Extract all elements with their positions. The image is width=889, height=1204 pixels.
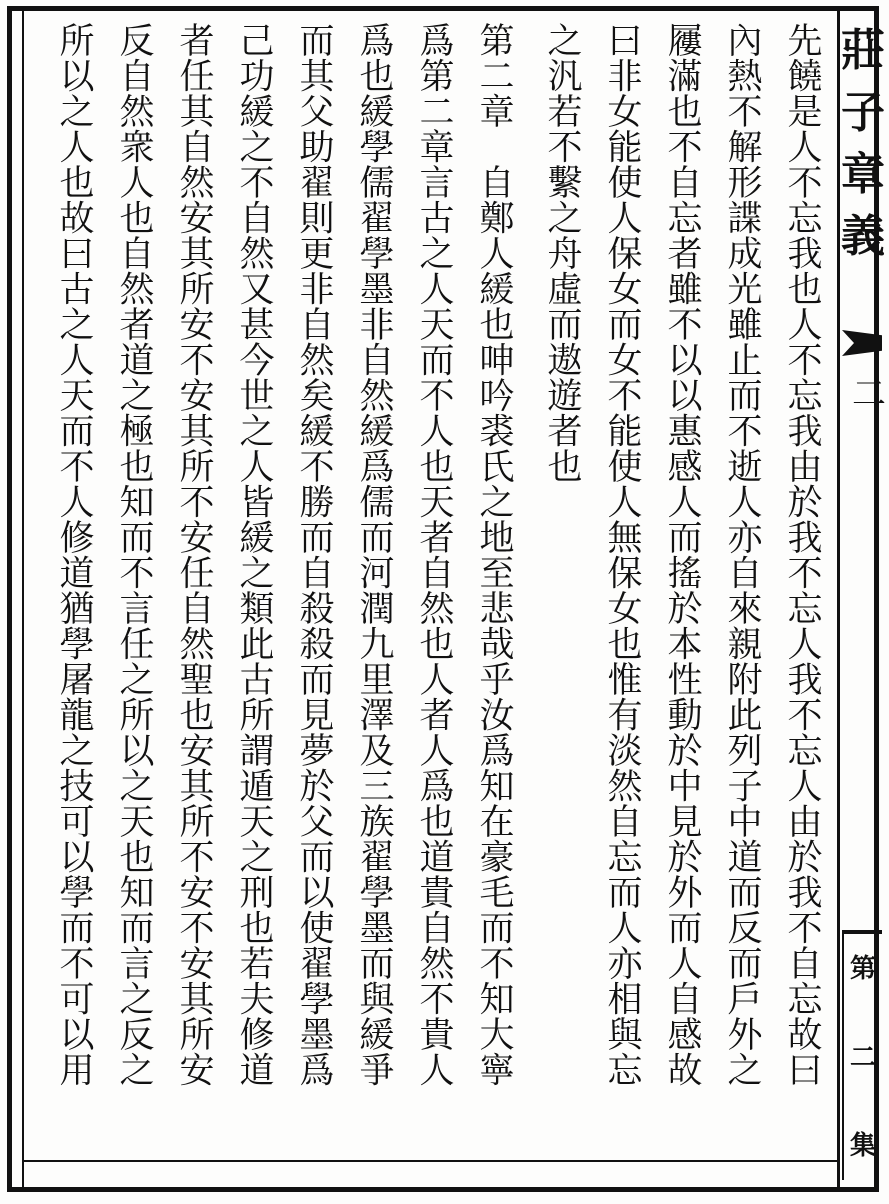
chapter-label-char: 二 xyxy=(849,1042,876,1073)
inner-rule-left xyxy=(22,10,24,1190)
text-column: 者任其自然安其所安不安其所不安任自然聖也安其所不安不安其所安 xyxy=(174,22,214,1087)
text-column: 內熱不解形諜成光雖止而不逝人亦自來親附此列子中道而反而戶外之 xyxy=(722,22,762,1087)
margin-mark: 二 xyxy=(852,374,886,414)
text-column: 先饒是人不忘我也人不忘我由於我不忘人我不忘人由於我不自忘故曰 xyxy=(782,22,822,1087)
text-column: 之汎若不繫之舟虛而遨遊者也 xyxy=(542,22,582,484)
text-column: 而其父助翟則更非自然矣緩不勝而自殺殺而見夢於父而以使翟學墨爲 xyxy=(294,22,334,1087)
text-column: 己功緩之不自然又甚今世之人皆緩之類此古所謂遁天之刑也若夫修道 xyxy=(234,22,274,1087)
inner-rule-bottom xyxy=(22,1160,838,1162)
title-char: 莊 xyxy=(841,25,885,76)
text-column: 所以之人也故曰古之人天而不人修道猶學屠龍之技可以學而不可以用 xyxy=(54,22,94,1087)
text-column: 屨滿也不自忘者雖不以以惠感人而搖於本性動於中見於外而人自感故 xyxy=(662,22,702,1087)
text-column: 反自然衆人也自然者道之極也知而不言任之所以之天也知而言之反之 xyxy=(114,22,154,1087)
margin-divider xyxy=(837,10,840,1190)
title-char: 義 xyxy=(841,211,885,262)
chapter-label-char: 集 xyxy=(849,1131,876,1161)
chapter-label xyxy=(842,930,882,1180)
title-char: 章 xyxy=(841,149,885,200)
text-column: 爲第二章言古之人天而不人也天者自然也人者人爲也道貴自然不貴人 xyxy=(414,22,454,1087)
text-column: 曰非女能使人保女而女不能使人無保女也惟有淡然自忘而人亦相與忘 xyxy=(602,22,642,1087)
chapter-label-char: 第 xyxy=(849,954,876,984)
text-column: 爲也緩學儒翟學墨非自然緩爲儒而河潤九里澤及三族翟學墨而與緩爭 xyxy=(354,22,394,1087)
book-title xyxy=(842,20,884,268)
text-column: 第二章 自鄭人緩也呻吟裘氏之地至悲哉乎汝爲知在豪毛而不知大寧 xyxy=(474,22,514,1087)
title-char: 子 xyxy=(841,87,885,138)
